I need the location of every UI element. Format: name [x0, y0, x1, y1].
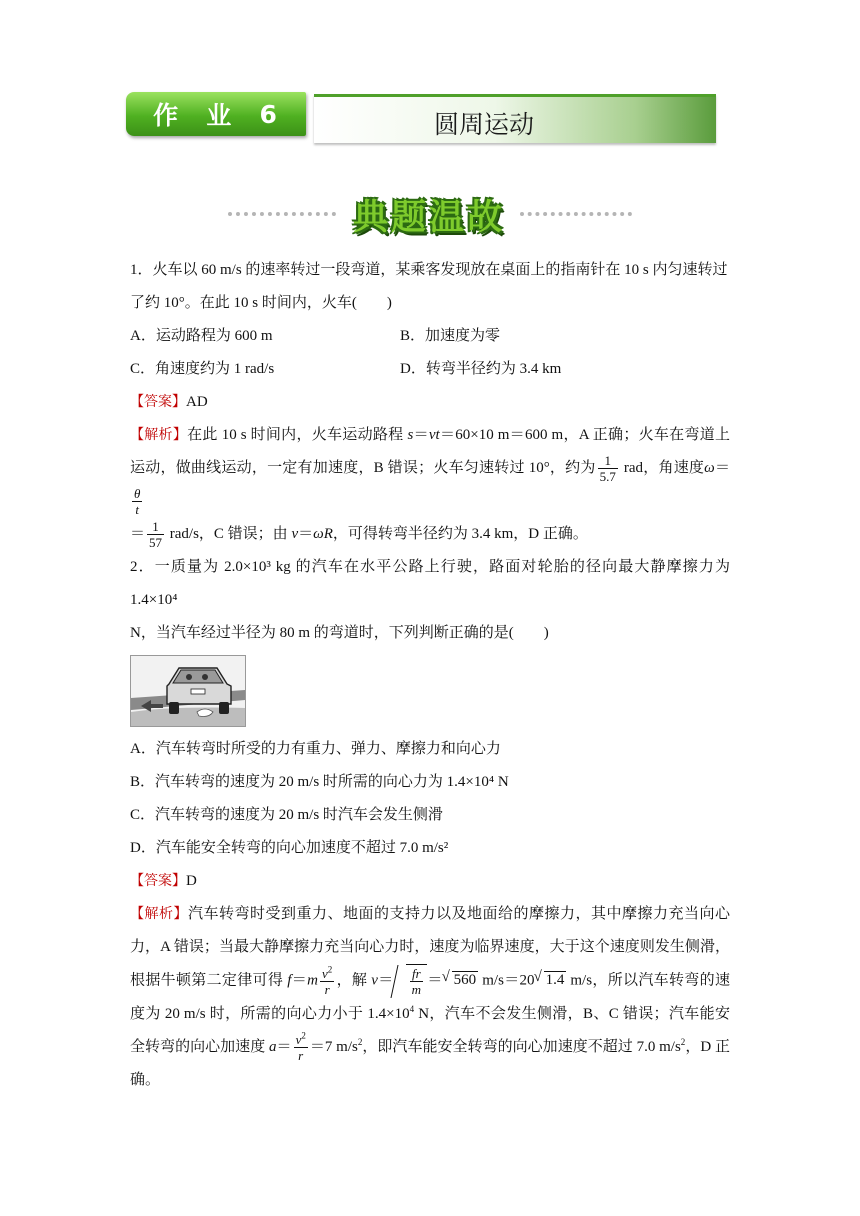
- analysis-tag: 【解析】: [130, 427, 188, 443]
- q1-options-row1: [130, 320, 730, 353]
- dotted-divider-left: [228, 212, 336, 216]
- q2-option-b: B．汽车转弯的速度为 20 m/s 时所需的向心力为 1.4×10⁴ N: [130, 774, 509, 790]
- assignment-number-tab: [126, 92, 306, 136]
- q1-option-b: B．加速度为零: [400, 328, 501, 344]
- section-title: 典题温故: [352, 198, 505, 238]
- q1-stem-line1: 1．火车以 60 m/s 的速率转过一段弯道，某乘客发现放在桌面上的指南针在 10 s 内匀速转过: [130, 262, 728, 278]
- q1-option-a: A．运动路程为 600 m: [130, 328, 273, 344]
- section-banner: [228, 190, 632, 236]
- analysis-tag: 【解析】: [130, 906, 188, 922]
- assignment-header: [126, 92, 716, 140]
- q1-answer-value: AD: [186, 394, 208, 410]
- q1-options-row2: [130, 353, 730, 386]
- q1-answer: [130, 386, 730, 419]
- answer-tag: 【答案】: [130, 394, 186, 410]
- title-bar: [314, 94, 716, 143]
- page-title: 圆周运动: [433, 110, 534, 139]
- tab-number: 6: [259, 99, 279, 129]
- q2-stem-line1: 2．一质量为 2.0×10³ kg 的汽车在水平公路上行驶，路面对轮胎的径向最大静摩擦力为 1.4×10⁴: [130, 559, 730, 608]
- q2-analysis: 【解析】汽车转弯时受到重力、地面的支持力以及地面给的摩擦力，其中摩擦力充当向心力，A 错误；当最大静摩擦力充当向心力时，速度为临界速度，大于这个速度则发生侧滑，根据牛顿第二定律可得 f＝m $\frac{v^2}{r}$ ，解 v＝ $\frac{fr}{m}$ ＝√ 560 m/s＝20√ 1.4 m/s，所以汽车转弯的速度为 20 m/s 时，所需的向心力小于 $1.4\times 10^4$ N，汽车不会发生侧滑，B、C 错误；汽车能安全转弯的向心加速度 a＝ $\frac{v^2}{r}$ ＝7 $m/s^2$，即汽车能安全转弯的向心加速度不超过 7.0 $m/s^2$，D 正确。: [130, 898, 730, 1097]
- q2-option-a: A．汽车转弯时所受的力有重力、弹力、摩擦力和向心力: [130, 741, 501, 757]
- answer-tag: 【答案】: [130, 873, 186, 889]
- q2-answer-value: D: [186, 873, 197, 889]
- q2-stem-line2: N，当汽车经过半径为 80 m 的弯道时，下列判断正确的是( ): [130, 625, 549, 641]
- tab-char-2: 业: [206, 101, 234, 130]
- q2-answer: [130, 865, 730, 898]
- tab-char-1: 作: [153, 101, 181, 130]
- q2-option-c: C．汽车转弯的速度为 20 m/s 时汽车会发生侧滑: [130, 807, 443, 823]
- dotted-divider-right: [520, 212, 632, 216]
- q1-option-d: D．转弯半径约为 3.4 km: [400, 361, 562, 377]
- q1-analysis: 【解析】在此 10 s 时间内，火车运动路程 s＝vt＝60×10 m＝600 m，A 正确；火车在弯道上运动，做曲线运动，一定有加速度，B 错误；火车匀速转过 10°，约为 $\frac{1}{5.7}$ rad，角速度ω＝ $\frac{\theta}{t}$ ＝ $\frac{1}{57}$ rad/s，C 错误；由 v＝ωR，可得转弯半径约为 3.4 km，D 正确。: [130, 427, 730, 551]
- q2-option-d: D．汽车能安全转弯的向心加速度不超过 7.0 m/s²: [130, 840, 449, 856]
- q1-stem-line2: 了约 10°。在此 10 s 时间内，火车( ): [130, 295, 392, 311]
- question-content: [130, 254, 730, 1097]
- q1-option-c: C．角速度约为 1 rad/s: [130, 361, 275, 377]
- car-turning-image: [130, 655, 246, 727]
